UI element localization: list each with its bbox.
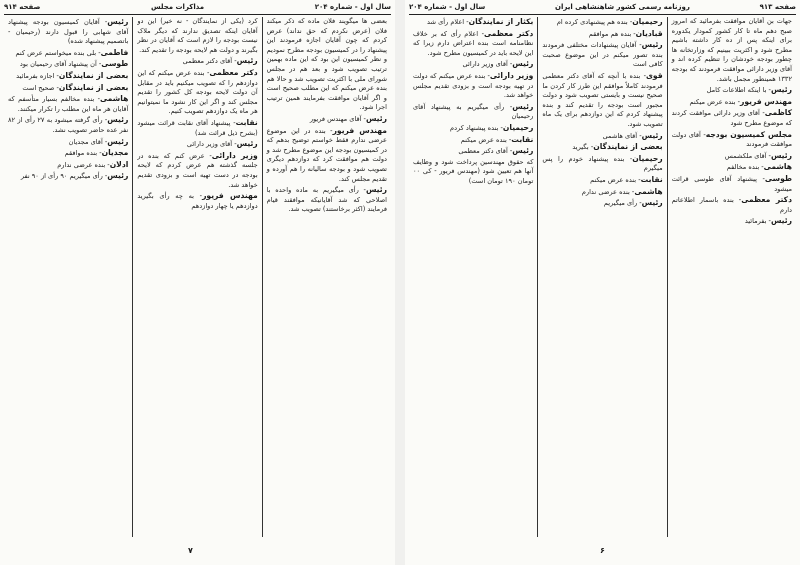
speech-text: - بنده با آنچه که آقای دکتر معظمی فرمودند کاملاً موافقم این طرز کار کردن ما صحیح نیست و بایستی تصویب شود و دولت مجبور است بودجه را تقدیم کند و بنده پیشنهاد کردم که این دوازدهم برای یک ماه تصویب شود. [542, 71, 663, 128]
paragraph [542, 187, 662, 198]
speaker-name: دکتر معظمی [209, 67, 258, 77]
paragraph [542, 198, 662, 209]
speaker-name: رئیس [512, 146, 534, 156]
paragraph [8, 137, 128, 148]
paragraph [542, 71, 662, 130]
paragraph [672, 130, 792, 150]
issue-number: سال اول - شماره ۲۰۴ [314, 3, 391, 11]
section-title: روزنامه رسمی کشور شاهنشاهی ایران [554, 3, 690, 11]
speaker-name: رئیس [365, 113, 387, 123]
speech-text: - با اینکه اطلاعات کامل [706, 86, 771, 95]
paragraph [672, 108, 792, 128]
paragraph [137, 118, 257, 138]
paragraph [267, 126, 387, 185]
paragraph [542, 142, 662, 153]
paragraph [8, 115, 128, 135]
paragraph [137, 151, 257, 190]
text-column [132, 17, 261, 537]
page-header [409, 2, 796, 15]
speech-text: - پیشنهاد آقای طوسی قرائت میشود [671, 174, 792, 193]
speaker-name: رئیس [365, 185, 387, 195]
paragraph [672, 17, 792, 84]
paragraph [413, 29, 533, 59]
speech-text: - آقای وزیر دارائی [462, 60, 513, 69]
speaker-name: طوسی [764, 173, 792, 183]
speaker-name: رئیس [512, 59, 534, 69]
speaker-name: هاشمی [99, 94, 129, 104]
text-column [667, 17, 796, 537]
speaker-name: رحیمیان [632, 153, 663, 163]
paragraph [8, 17, 128, 47]
speech-text: - بنده عرض میکنم [590, 175, 641, 184]
speech-text: - پیشنهاد آقای نقابت قرائت میشود (بشرح ذیل قرائت شد) [137, 118, 258, 137]
speaker-name: قبادیان [635, 28, 663, 38]
speaker-name: نقابت [511, 134, 534, 144]
paragraph [542, 175, 662, 186]
speech-text: - آقایان پیشنهادات مختلفی فرمودند بنده تصور میکنم در این موضوع صحبت کافی است [542, 41, 663, 69]
paragraph [542, 154, 662, 174]
speaker-name: کاظمی [764, 108, 792, 118]
speech-text: - بنده پیشنهاد کردم [449, 123, 503, 132]
paragraph [542, 40, 662, 70]
speech-text: - اعلام رأی که بر خلاف نظامنامه است بنده اعتراض دارم زیرا که این لایحه باید در کمیسیون مطرح شود. [413, 29, 534, 57]
page-number: صفحه ۹۱۳ [759, 3, 796, 11]
paragraph [542, 29, 662, 40]
paragraph [413, 135, 533, 146]
speech-text: - آقای ملکشمس [724, 151, 771, 160]
speech-text: - بنده عرض میکنم [460, 135, 512, 144]
paragraph [542, 17, 662, 28]
speaker-name: وزیر دارائی [211, 150, 258, 160]
paragraph [267, 185, 387, 215]
paragraph [413, 146, 533, 157]
paragraph [672, 151, 792, 162]
page-number: صفحه ۹۱۴ [4, 3, 41, 11]
paragraph [413, 17, 533, 28]
speaker-name: رئیس [512, 101, 534, 111]
speech-text: - رأی میگیریم به پیشنهاد آقای رحیمیان [413, 102, 534, 121]
right-page [405, 0, 800, 565]
speech-text: - رأی میگیریم ۹۰ رأی از ۹۰ نفر [20, 172, 108, 181]
columns [4, 17, 391, 537]
paragraph [8, 94, 128, 114]
speech-text: - بنده پیشنهاد خودم را پس میگیرم [542, 154, 663, 173]
speech-text: - بنده عرض میکنم که دولت در تهیه بودجه است و بزودی تقدیم مجلس خواهد شد. [413, 71, 534, 100]
speaker-name: مهندس فریور [332, 125, 387, 135]
paragraph [137, 56, 257, 67]
speaker-name: هاشمی [634, 186, 663, 196]
paragraph [672, 216, 792, 227]
speaker-name: نقابت [640, 174, 663, 184]
speech-text: - آن پیشنهاد آقای رحیمیان بود [19, 60, 102, 69]
speaker-name: رئیس [107, 115, 129, 125]
text-column [409, 17, 537, 537]
paragraph [137, 139, 257, 150]
speech-text: - آقای دولت موافقت فرمودند [671, 130, 792, 149]
speaker-name: ادلان [109, 159, 129, 169]
speaker-name: رئیس [641, 40, 663, 50]
speaker-name: رئیس [236, 139, 258, 149]
paragraph [413, 71, 533, 101]
paragraph [672, 195, 792, 215]
speaker-name: نقابت [235, 117, 258, 127]
paragraph [8, 171, 128, 182]
speech-text: - بنده مخالفم [726, 163, 764, 172]
speaker-name: مجدیان [101, 148, 129, 158]
paragraph [267, 17, 387, 113]
paragraph [8, 148, 128, 159]
speech-text: - آقای مهندس فریور [309, 114, 366, 123]
paragraph [267, 114, 387, 125]
paragraph [413, 123, 533, 134]
paragraph [413, 59, 533, 70]
text-column [537, 17, 666, 537]
footer-page-number: ۶ [600, 546, 605, 555]
paragraph [8, 83, 128, 94]
paragraph [672, 162, 792, 173]
speaker-name: بعضی از نمایندگان [58, 70, 129, 80]
speaker-name: رحیمیان [632, 17, 663, 26]
section-title: مذاکرات مجلس [150, 3, 205, 11]
speech-text: - به چه رأی بگیرید دوازدهم یا چهار دوازدهم [137, 192, 258, 210]
speaker-name: وزیر دارائی [489, 70, 534, 80]
paragraph [413, 102, 533, 122]
left-page [0, 0, 395, 565]
speech-text: - رأی میگیریم [603, 199, 642, 208]
speaker-name: بعضی از نمایندگان [58, 82, 129, 92]
paragraph [8, 71, 128, 82]
footer-page-number: ۷ [188, 546, 193, 555]
columns [409, 17, 796, 537]
issue-number: سال اول - شماره ۲۰۴ [409, 3, 486, 11]
speech-text: بعضی ها میگویند فلان ماده که ذکر میکند فلان (عرض نکردم که حق نداند) عرض کردم که چون آقایان اجازه فرمودند این پیشنهاد را در کمیسیون بودجه مطرح نمودیم و نظر کمیسیون این بود که این ماده بهمین ترتیب تصویب شود و بعد هم در مجلس شورای ملی با اکثریت تصویب شد و حالا هم بنده عرض میکنم که این مطلب صحیح است و اگر آقایان موافقت بفرمایند همین ترتیب اجرا شود. [266, 17, 387, 112]
speaker-name: رئیس [641, 130, 663, 140]
paragraph [413, 158, 533, 187]
speaker-name: رئیس [770, 85, 792, 95]
paragraph [8, 48, 128, 59]
speech-text: که حقوق مهندسین پرداخت شود و وظایف آنها هم تعیین شود (مهندس فریور - کی ۰۰ تومان ۱۹۰ تومان است) [413, 157, 534, 185]
speech-text: - بنده مخالفم بسیار متأسفم که آقایان هر ماه این مطلب را تکرار میکنند. [8, 95, 129, 113]
speech-text: - بگیرید [572, 143, 594, 152]
speech-text: - بنده عرضی ندارم [581, 187, 635, 196]
paragraph [137, 68, 257, 117]
speaker-name: رئیس [770, 150, 792, 160]
speech-text: جهات بن آقایان موافقت بفرمائید که امروز صبح دهم ماه تا کار کشور کمودار یکدوره برای اینکه پس از ده کار داشته باشیم مطرح شود و اکثریت ببینیم که وزارتخانه ها چطور بودجه خودشان را تنظیم کرده اند و آقای وزیر دارائی موافقت فرمودند که بودجه ۱۳۳۲ همینطور مجمل باشد. [671, 17, 792, 83]
speech-text: - رأی میگیریم به ماده واحده با اصلاحی که شد آقایانیکه موافقند قیام فرمایند (اکثر برخاستند) تصویب شد. [266, 186, 387, 214]
speech-text: - بفرمائید [744, 217, 771, 226]
speech-text: - عرض کنم که بنده در جلسه گذشته هم عرض کردم که لایحه بودجه در دست تهیه است و بزودی تقدیم خواهد شد. [137, 151, 258, 189]
speaker-name: دکتر معظمی [741, 195, 792, 205]
speech-text: - آقای دکتر معظمی [458, 147, 513, 156]
paragraph [672, 97, 792, 108]
speaker-name: فاطمی [100, 47, 129, 57]
speech-text: - بنده عرض میکنم [689, 97, 740, 106]
speech-text: - بنده موافقم [64, 149, 102, 158]
paragraph [672, 85, 792, 96]
paragraph [672, 174, 792, 194]
speaker-name: هاشمی [763, 162, 792, 172]
paragraph [137, 17, 257, 55]
speaker-name: رئیس [641, 198, 663, 208]
speech-text: - بنده باسمار اطلاعاتم دارم [671, 196, 792, 214]
text-column [4, 17, 132, 537]
speaker-name: طوسی [101, 59, 129, 69]
speech-text: - بنده هم موافقم [588, 29, 636, 38]
paragraph [137, 191, 257, 211]
speech-text: - بنده هم پیشنهادی کرده ام [556, 18, 633, 26]
speech-text: - صحیح است [22, 83, 59, 92]
speaker-name: دکتر معظمی [483, 28, 534, 38]
speaker-name: رئیس [236, 56, 258, 66]
speaker-name: مهندس فریور [739, 96, 792, 106]
speech-text: - بنده عرضی ندارم [57, 160, 110, 169]
speech-text: - آقای وزیر دارائی موافقت کردند که موضوع مطرح شود [671, 109, 792, 127]
speaker-name: مهندس فریور [202, 191, 258, 201]
page-header [4, 2, 391, 15]
speaker-name: بعضی از نمایندگان [593, 142, 663, 152]
paragraph [8, 59, 128, 70]
speech-text: - آقای دکتر معظمی [182, 57, 237, 66]
speaker-name: رحیمیان [502, 122, 534, 132]
speaker-name: بکثار از نمایندگان [468, 17, 534, 26]
speaker-name: رئیس [770, 216, 792, 226]
speech-text: - آقایان کمیسیون بودجه پیشنهاد آقای شهابی را قبول دارند (رحیمیان - باتصمیم پیشنهاد شده) [8, 18, 129, 46]
speaker-name: قوی [645, 70, 663, 80]
speech-text: کرد (یکی از نمایندگان - نه خیر) این دو آقایان اینکه تصدیق ندارند که دیگر ملاک نیست بودجه را لازم است که آقایان در نظر بگیرند و دولت هم لایحه بودجه را تقدیم کند. [137, 17, 258, 54]
paragraph [8, 160, 128, 171]
speech-text: - بنده عرض میکنم که این دوازدهم را که تصویب میکنیم باید در مقابل آن دولت لایحه بودجه کل کشور را تقدیم مجلس کند و اگر این کار نشود ما نمیتوانیم هر ماه یک دوازدهم تصویب کنیم. [137, 68, 258, 116]
speech-text: - رأی گرفته میشود به ۲۷ رأی از ۸۲ نفر عده حاضر تصویب نشد. [8, 116, 129, 134]
text-column [262, 17, 391, 537]
speech-text: - اجازه بفرمائید [16, 71, 59, 80]
speech-text: - آقای وزیر دارائی [186, 140, 237, 149]
speaker-name: رئیس [107, 17, 129, 26]
paragraph [542, 131, 662, 142]
speech-text: - بنده در این موضوع عرضی ندارم فقط خواستم توضیح بدهم که در کمیسیون بودجه این موضوع مطرح شد و دولت هم موافقت کرد که دوازدهم دیگری تصویب شود و بودجه سالیانه را هم آورده و تقدیم مجلس کند. [266, 126, 387, 183]
speech-text: - بلی بنده میخواستم عرض کنم [15, 48, 101, 57]
speaker-name: مجلس کمیسیون بودجه [705, 129, 792, 139]
page-gutter [395, 0, 405, 565]
speaker-name: رئیس [107, 136, 129, 146]
speech-text: - آقای مجدیان [68, 137, 108, 146]
speech-text: - آقای هاشمی [602, 131, 642, 140]
speaker-name: رئیس [107, 171, 129, 181]
speech-text: - اعلام رأی شد [426, 18, 469, 26]
